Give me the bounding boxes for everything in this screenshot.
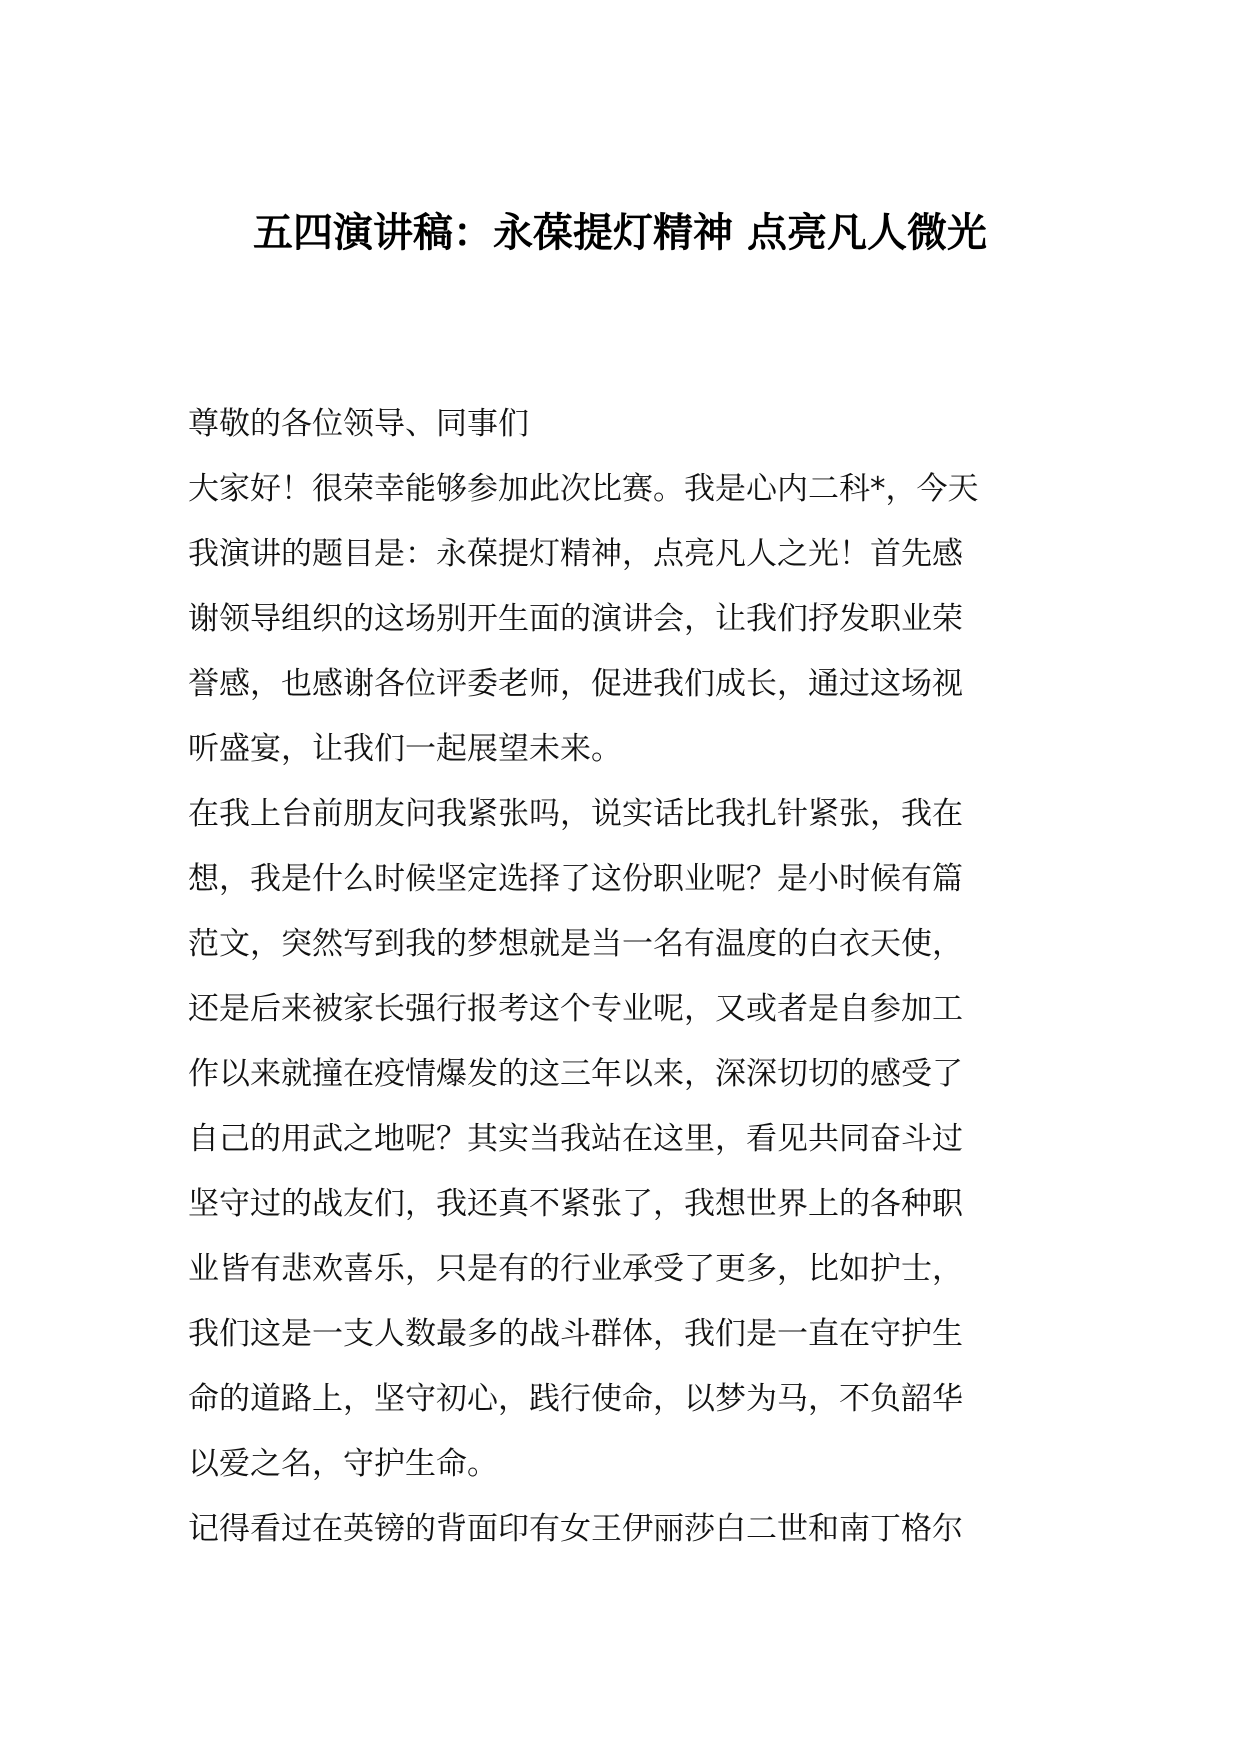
body-line: 我演讲的题目是：永葆提灯精神，点亮凡人之光！首先感 [188,536,963,572]
body-line: 在我上台前朋友问我紧张吗，说实话比我扎针紧张，我在 [188,796,963,832]
body-line: 坚守过的战友们，我还真不紧张了，我想世界上的各种职 [188,1186,963,1222]
body-line: 大家好！很荣幸能够参加此次比赛。我是心内二科*，今天 [188,471,979,507]
body-line: 誉感，也感谢各位评委老师，促进我们成长，通过这场视 [188,666,963,702]
body-line: 自己的用武之地呢？其实当我站在这里，看见共同奋斗过 [188,1121,963,1157]
body-line: 尊敬的各位领导、同事们 [188,406,529,442]
document-title: 五四演讲稿：永葆提灯精神 点亮凡人微光 [253,210,987,256]
body-line: 听盛宴，让我们一起展望未来。 [188,731,622,767]
document-body [188,392,1058,1562]
body-line: 业皆有悲欢喜乐，只是有的行业承受了更多，比如护士， [188,1251,963,1287]
body-line: 命的道路上，坚守初心，践行使命，以梦为马，不负韶华 [188,1381,963,1417]
body-line: 我们这是一支人数最多的战斗群体，我们是一直在守护生 [188,1316,963,1352]
body-line: 以爱之名，守护生命。 [188,1446,498,1482]
body-line: 记得看过在英镑的背面印有女王伊丽莎白二世和南丁格尔 [188,1511,963,1547]
body-line: 范文，突然写到我的梦想就是当一名有温度的白衣天使， [188,926,963,962]
body-line: 想，我是什么时候坚定选择了这份职业呢？是小时候有篇 [188,861,963,897]
body-line: 谢领导组织的这场别开生面的演讲会，让我们抒发职业荣 [188,601,963,637]
body-line: 还是后来被家长强行报考这个专业呢，又或者是自参加工 [188,991,963,1027]
body-line: 作以来就撞在疫情爆发的这三年以来，深深切切的感受了 [188,1056,963,1092]
